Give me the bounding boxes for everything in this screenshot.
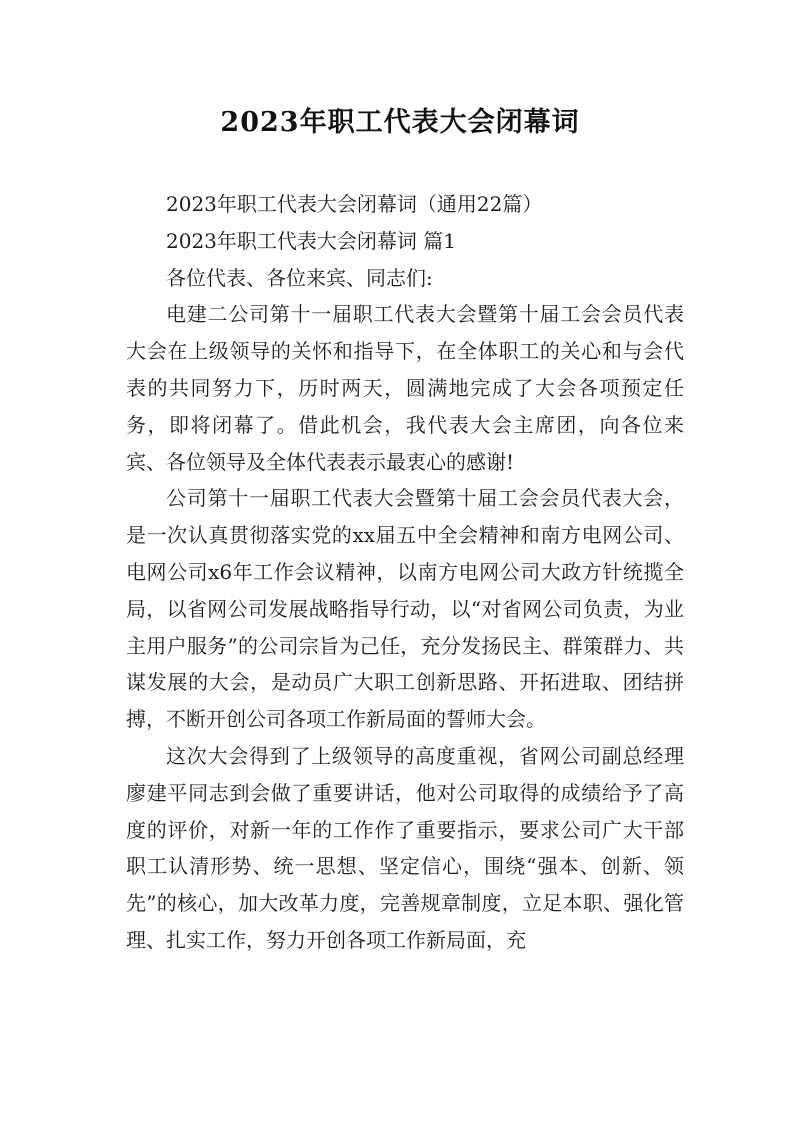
paragraph: 这次大会得到了上级领导的高度重视，省网公司副总经理廖建平同志到会做了重要讲话，他对公司取得的成绩给予了高度的评价，对新一年的工作作了重要指示，要求公司广大干部职工认清形势、统一思想、坚定信心，围绕“强本、创新、领先”的核心，加大改革力度，完善规章制度，立足本职、强化管理、扎实工作，努力开创各项工作新局面，充: [126, 743, 684, 952]
document-subtitle: 2023年职工代表大会闭幕词（通用22篇）: [166, 192, 543, 216]
document-title: 2023年职工代表大会闭幕词: [220, 107, 580, 138]
document-body: [126, 186, 684, 959]
paragraph: 电建二公司第十一届职工代表大会暨第十届工会会员代表大会在上级领导的关怀和指导下，在全体职工的关心和与会代表的共同努力下，历时两天，圆满地完成了大会各项预定任务，即将闭幕了。借此机会，我代表大会主席团，向各位来宾、各位领导及全体代表表示最衷心的感谢!: [126, 302, 684, 474]
paragraph: 公司第十一届职工代表大会暨第十届工会会员代表大会，是一次认真贯彻落实党的xx届五中全会精神和南方电网公司、电网公司x6年工作会议精神，以南方电网公司大政方针统揽全局，以省网公司发展战略指导行动，以“对省网公司负责，为业主用户服务”的公司宗旨为己任，充分发扬民主、群策群力、共谋发展的大会，是动员广大职工创新思路、开拓进取、团结拼搏，不断开创公司各项工作新局面的誓师大会。: [126, 486, 684, 732]
section-heading: 2023年职工代表大会闭幕词 篇1: [166, 228, 456, 253]
salutation: 各位代表、各位来宾、同志们:: [166, 265, 433, 290]
